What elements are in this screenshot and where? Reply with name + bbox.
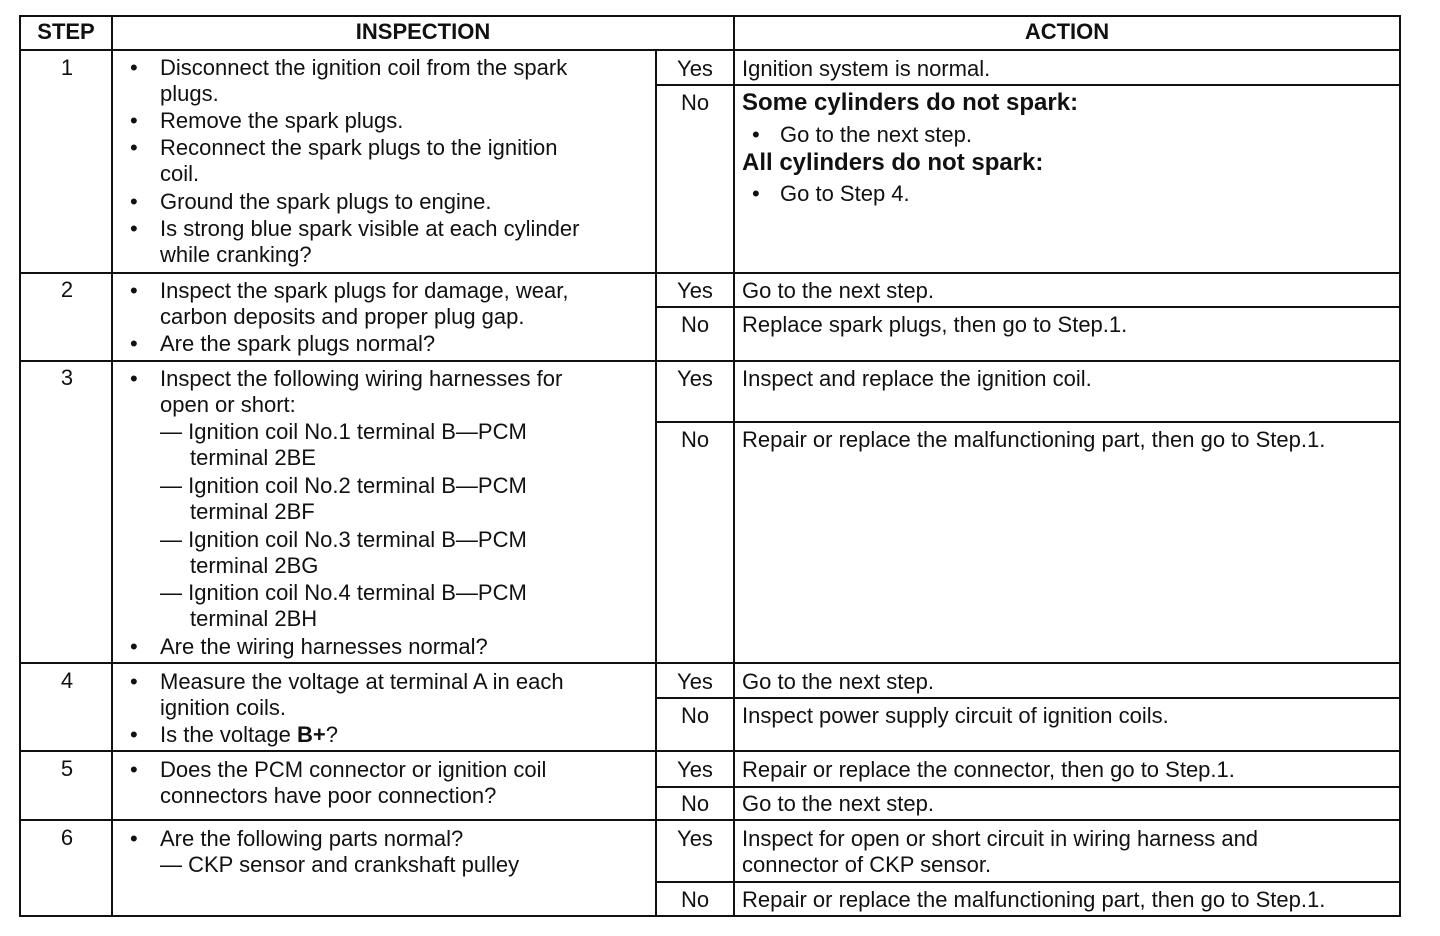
inspection-line: Ground the spark plugs to engine. [160, 189, 492, 214]
no-label: No [680, 427, 710, 452]
table-border-right [1399, 15, 1401, 917]
step-number: 4 [60, 668, 74, 693]
step-number: 3 [60, 365, 74, 390]
inspection-line: Disconnect the ignition coil from the spark [160, 55, 568, 80]
voltage-value: B+ [296, 722, 326, 747]
no-label: No [680, 90, 710, 115]
table-border-top [19, 15, 1401, 17]
action-text: Repair or replace the connector, then go to Step.1. [742, 757, 1235, 782]
bullet-icon: • [130, 278, 138, 303]
inspection-line: open or short: [160, 392, 296, 417]
inspection-line: Reconnect the spark plugs to the ignition [160, 135, 558, 160]
action-text: Ignition system is normal. [742, 56, 991, 81]
yes-no-divider [655, 84, 1401, 86]
row-divider [19, 360, 1401, 362]
bullet-icon: • [752, 122, 760, 147]
action-text: Go to the next step. [742, 669, 935, 694]
step-number: 2 [60, 277, 74, 302]
yes-label: Yes [677, 366, 713, 391]
bullet-icon: • [130, 669, 138, 694]
action-text: Go to the next step. [742, 278, 935, 303]
inspection-line: Are the wiring harnesses normal? [160, 634, 488, 659]
bullet-icon: • [130, 108, 138, 133]
bullet-icon: • [130, 722, 138, 747]
bullet-icon: • [130, 826, 138, 851]
table-border-bottom [19, 915, 1401, 917]
bullet-icon: • [130, 216, 138, 241]
inspection-line: carbon deposits and proper plug gap. [160, 304, 525, 329]
step-number: 5 [60, 756, 74, 781]
bullet-icon: • [130, 634, 138, 659]
yes-label: Yes [677, 669, 713, 694]
action-text: Inspect and replace the ignition coil. [742, 366, 1092, 391]
inspection-subitem: — Ignition coil No.1 terminal B—PCM [160, 419, 527, 444]
action-text: Inspect for open or short circuit in wiring harness and [742, 826, 1259, 851]
step-number: 1 [60, 55, 74, 80]
action-heading: All cylinders do not spark: [742, 149, 1044, 176]
action-text: Go to Step 4. [780, 181, 910, 206]
inspection-subitem: — Ignition coil No.3 terminal B—PCM [160, 527, 527, 552]
yes-no-divider [655, 697, 1401, 699]
inspection-subitem: — Ignition coil No.4 terminal B—PCM [160, 580, 527, 605]
action-text: Repair or replace the malfunctioning part, then go to Step.1. [742, 887, 1326, 912]
row-divider [19, 272, 1401, 274]
no-label: No [680, 703, 710, 728]
inspection-line: Does the PCM connector or ignition coil [160, 757, 547, 782]
yes-no-divider [655, 421, 1401, 423]
inspection-line: Inspect the following wiring harnesses for [160, 366, 563, 391]
inspection-line: coil. [160, 161, 200, 186]
inspection-subitem: — Ignition coil No.2 terminal B—PCM [160, 473, 527, 498]
inspection-line: Are the spark plugs normal? [160, 331, 436, 356]
inspection-line: Inspect the spark plugs for damage, wear, [160, 278, 569, 303]
bullet-icon: • [130, 757, 138, 782]
row-divider [19, 750, 1401, 752]
inspection-subitem: terminal 2BE [190, 445, 316, 470]
yes-no-divider [655, 786, 1401, 788]
action-heading: Some cylinders do not spark: [742, 89, 1079, 116]
inspection-subitem: — CKP sensor and crankshaft pulley [160, 852, 520, 877]
yes-label: Yes [677, 757, 713, 782]
action-text: Go to the next step. [780, 122, 973, 147]
row-divider [19, 819, 1401, 821]
no-label: No [680, 312, 710, 337]
bullet-icon: • [130, 55, 138, 80]
bullet-icon: • [130, 135, 138, 160]
inspection-subitem: terminal 2BF [190, 499, 315, 524]
no-label: No [680, 791, 710, 816]
inspection-text: ? [325, 722, 338, 747]
inspection-line: connectors have poor connection? [160, 783, 497, 808]
header-inspection: INSPECTION [355, 19, 491, 44]
row-divider [19, 662, 1401, 664]
header-step: STEP [37, 19, 95, 44]
bullet-icon: • [130, 189, 138, 214]
no-label: No [680, 887, 710, 912]
yes-no-column-divider [655, 49, 657, 917]
yes-label: Yes [677, 278, 713, 303]
bullet-icon: • [752, 181, 760, 206]
inspection-line: ignition coils. [160, 695, 286, 720]
action-column-divider [733, 15, 735, 917]
bullet-icon: • [130, 331, 138, 356]
inspection-text: Is the voltage [160, 722, 297, 747]
inspection-subitem: terminal 2BG [190, 553, 319, 578]
action-text: Replace spark plugs, then go to Step.1. [742, 312, 1128, 337]
action-text: Go to the next step. [742, 791, 935, 816]
yes-label: Yes [677, 56, 713, 81]
inspection-line: while cranking? [160, 242, 312, 267]
inspection-line: Measure the voltage at terminal A in each [160, 669, 564, 694]
header-action: ACTION [1024, 19, 1110, 44]
inspection-line: plugs. [160, 81, 219, 106]
inspection-line: Are the following parts normal? [160, 826, 464, 851]
header-divider [19, 49, 1401, 51]
inspection-line [160, 721, 338, 748]
action-text: Repair or replace the malfunctioning part, then go to Step.1. [742, 427, 1326, 452]
inspection-subitem: terminal 2BH [190, 606, 318, 631]
bullet-icon: • [130, 366, 138, 391]
yes-no-divider [655, 881, 1401, 883]
yes-no-divider [655, 306, 1401, 308]
inspection-line: Is strong blue spark visible at each cylinder [160, 216, 580, 241]
inspection-line: Remove the spark plugs. [160, 108, 404, 133]
step-number: 6 [60, 825, 74, 850]
action-text: Inspect power supply circuit of ignition coils. [742, 703, 1169, 728]
yes-label: Yes [677, 826, 713, 851]
action-text: connector of CKP sensor. [742, 852, 992, 877]
